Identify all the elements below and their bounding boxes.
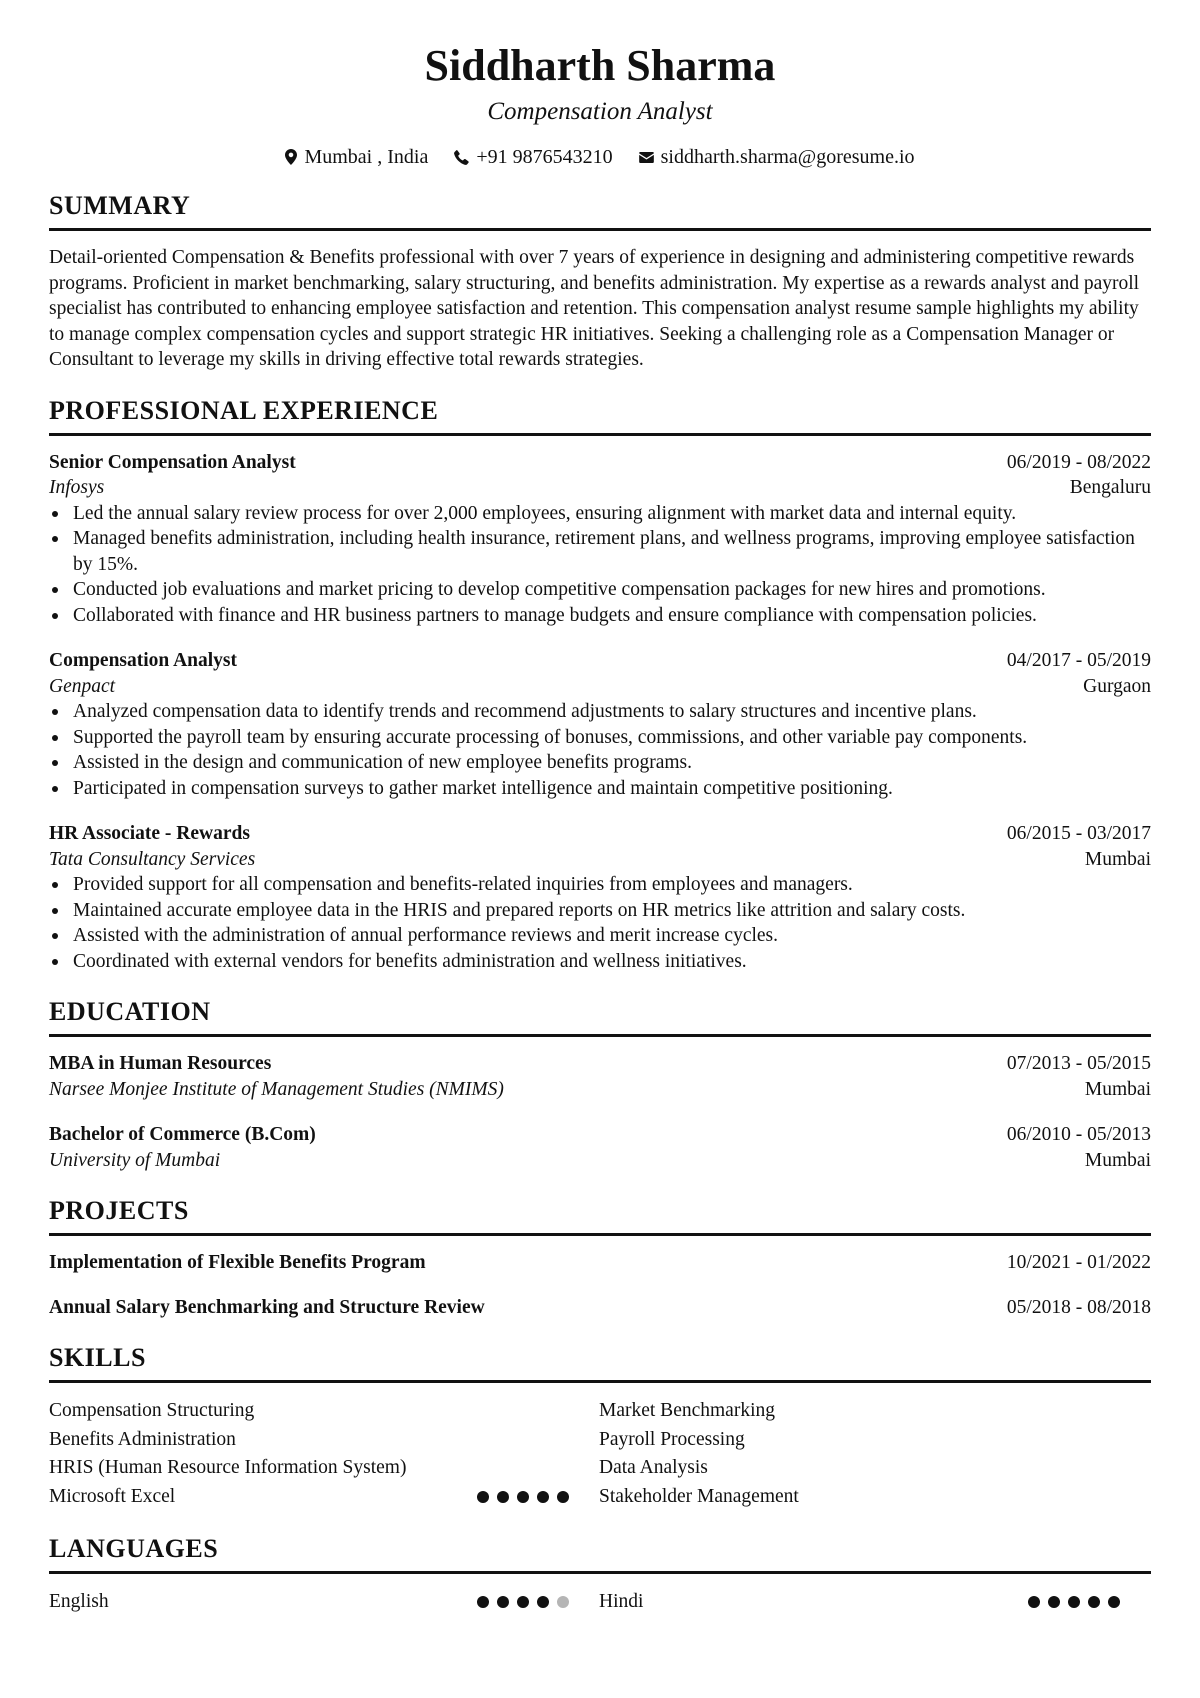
rating-dot-filled: [517, 1596, 529, 1608]
skill-name: Microsoft Excel: [49, 1485, 176, 1507]
job-bullet: Led the annual salary review process for over 2,000 employees, ensuring alignment with market data and internal equity.: [49, 501, 1151, 527]
skill-item: [49, 1483, 569, 1512]
job-company: Genpact: [49, 675, 116, 697]
rating-dot-empty: [557, 1596, 569, 1608]
rating-dot-filled: [517, 1491, 529, 1503]
rating-dot-filled: [1048, 1596, 1060, 1608]
rating-dot-filled: [537, 1491, 549, 1503]
skill-item: [49, 1397, 569, 1426]
skill-name: Data Analysis: [599, 1457, 708, 1478]
skill-name: Benefits Administration: [49, 1428, 236, 1450]
education-location: Mumbai: [1084, 1149, 1151, 1171]
phone-icon: [454, 150, 469, 165]
projects-heading: PROJECTS: [49, 1195, 1151, 1236]
rating-dot-filled: [1088, 1596, 1100, 1608]
education-section: [49, 996, 1151, 1173]
skills-heading: SKILLS: [49, 1342, 1151, 1383]
rating-dot-filled: [497, 1596, 509, 1608]
language-rating: [477, 1596, 569, 1608]
job-role: HR Associate - Rewards: [49, 823, 250, 844]
job-bullet: Coordinated with external vendors for benefits administration and wellness initiatives.: [49, 949, 1151, 975]
skills-grid: [49, 1397, 1151, 1511]
job-entry: [49, 450, 1151, 629]
envelope-icon: [639, 152, 654, 163]
phone-text: +91 9876543210: [476, 146, 613, 168]
job-entry: [49, 821, 1151, 974]
job-bullet: Assisted with the administration of annual performance reviews and merit increase cycles.: [49, 923, 1151, 949]
skill-item: [599, 1454, 1120, 1483]
job-bullet: Provided support for all compensation and benefits-related inquiries from employees and managers.: [49, 872, 1151, 898]
job-bullets: [49, 501, 1151, 629]
contact-bar: [49, 144, 1151, 170]
job-bullet: Analyzed compensation data to identify trends and recommend adjustments to salary structures and incentive plans.: [49, 699, 1151, 725]
projects-section: [49, 1195, 1151, 1320]
education-entry: [49, 1122, 1151, 1173]
job-role: Senior Compensation Analyst: [49, 451, 296, 473]
summary-heading: SUMMARY: [49, 190, 1151, 231]
experience-heading: PROFESSIONAL EXPERIENCE: [49, 395, 1151, 436]
rating-dot-filled: [557, 1491, 569, 1503]
languages-grid: [49, 1588, 1151, 1617]
summary-text: Detail-oriented Compensation & Benefits professional with over 7 years of experience in designing and administering competitive rewards programs. Proficient in market benchmarking, salary structuring, and benefits administration. My expertise as a rewards analyst and payroll specialist has contributed to enhancing employee satisfaction and retention. This compensation analyst resume sample highlights my ability to manage complex compensation cycles and support strategic HR initiatives. Seeking a challenging role as a Compensation Manager or Consultant to leverage my skills in driving effective total rewards strategies.: [49, 247, 1140, 370]
rating-dot-filled: [537, 1596, 549, 1608]
rating-dot-filled: [1068, 1596, 1080, 1608]
project-name: Annual Salary Benchmarking and Structure Review: [49, 1296, 485, 1318]
project-name: Implementation of Flexible Benefits Program: [49, 1252, 426, 1273]
skill-name: Market Benchmarking: [599, 1400, 775, 1421]
job-dates: 06/2019 - 08/2022: [1006, 451, 1151, 473]
rating-dot-filled: [1028, 1596, 1040, 1608]
job-bullet: Participated in compensation surveys to gather market intelligence and maintain competitive positioning.: [49, 776, 1151, 802]
rating-dot-filled: [497, 1491, 509, 1503]
job-bullet: Assisted in the design and communication of new employee benefits programs.: [49, 750, 1151, 776]
job-bullet: Managed benefits administration, including health insurance, retirement plans, and wellness programs, improving employee satisfaction by 15%.: [49, 526, 1151, 577]
job-bullet: Maintained accurate employee data in the HRIS and prepared reports on HR metrics like attrition and salary costs.: [49, 898, 1151, 924]
job-location: Gurgaon: [1083, 675, 1151, 697]
education-school: Narsee Monjee Institute of Management Studies (NMIMS): [49, 1078, 504, 1100]
project-entry: [49, 1295, 1151, 1321]
map-pin-icon: [285, 149, 297, 165]
experience-section: [49, 395, 1151, 975]
email-text[interactable]: siddharth.sharma@goresume.io: [660, 146, 915, 168]
skill-name: Stakeholder Management: [599, 1485, 799, 1507]
skill-rating: [477, 1491, 569, 1503]
location-text: Mumbai , India: [304, 146, 429, 168]
skill-item: [599, 1426, 1120, 1455]
language-item: [599, 1588, 1120, 1617]
skill-item: [599, 1397, 1120, 1426]
education-school: University of Mumbai: [49, 1149, 221, 1171]
education-dates: 07/2013 - 05/2015: [1006, 1053, 1151, 1074]
contact-phone: [454, 144, 612, 170]
project-dates: 05/2018 - 08/2018: [1006, 1296, 1151, 1318]
language-name: Hindi: [599, 1591, 644, 1612]
education-degree: Bachelor of Commerce (B.Com): [49, 1124, 316, 1145]
job-dates: 06/2015 - 03/2017: [1006, 823, 1151, 844]
job-bullets: [49, 872, 1151, 974]
languages-heading: LANGUAGES: [49, 1533, 1151, 1574]
job-entry: [49, 648, 1151, 801]
job-location: Mumbai: [1084, 848, 1151, 870]
education-location: Mumbai: [1084, 1078, 1151, 1100]
summary-section: [49, 190, 1151, 373]
language-rating: [1028, 1596, 1120, 1608]
skill-name: Compensation Structuring: [49, 1400, 255, 1421]
job-bullets: [49, 699, 1151, 801]
job-bullet: Collaborated with finance and HR business partners to manage budgets and ensure compliance with compensation policies.: [49, 603, 1151, 629]
rating-dot-filled: [1108, 1596, 1120, 1608]
job-location: Bengaluru: [1069, 477, 1151, 498]
contact-email: [639, 144, 915, 170]
rating-dot-filled: [477, 1596, 489, 1608]
project-entry: [49, 1250, 1151, 1276]
rating-dot-filled: [477, 1491, 489, 1503]
skills-section: [49, 1342, 1151, 1511]
education-dates: 06/2010 - 05/2013: [1006, 1124, 1151, 1145]
job-bullet: Conducted job evaluations and market pricing to develop competitive compensation packages for new hires and promotions.: [49, 577, 1151, 603]
job-bullet: Supported the payroll team by ensuring accurate processing of bonuses, commissions, and other variable pay components.: [49, 725, 1151, 751]
languages-section: [49, 1533, 1151, 1617]
contact-location: [285, 144, 428, 170]
job-company: Infosys: [49, 477, 105, 498]
language-name: English: [49, 1591, 109, 1612]
language-item: [49, 1588, 569, 1617]
candidate-name: Siddharth Sharma: [424, 41, 776, 90]
skill-item: [599, 1483, 1120, 1512]
education-heading: EDUCATION: [49, 996, 1151, 1037]
education-entry: [49, 1051, 1151, 1102]
project-dates: 10/2021 - 01/2022: [1006, 1252, 1151, 1273]
candidate-title: Compensation Analyst: [487, 98, 713, 125]
skill-item: [49, 1454, 569, 1483]
education-degree: MBA in Human Resources: [49, 1053, 272, 1074]
skill-name: Payroll Processing: [599, 1428, 745, 1450]
skill-name: HRIS (Human Resource Information System): [49, 1457, 407, 1478]
job-company: Tata Consultancy Services: [49, 848, 256, 870]
job-role: Compensation Analyst: [49, 650, 237, 671]
job-dates: 04/2017 - 05/2019: [1006, 650, 1151, 671]
skill-item: [49, 1426, 569, 1455]
